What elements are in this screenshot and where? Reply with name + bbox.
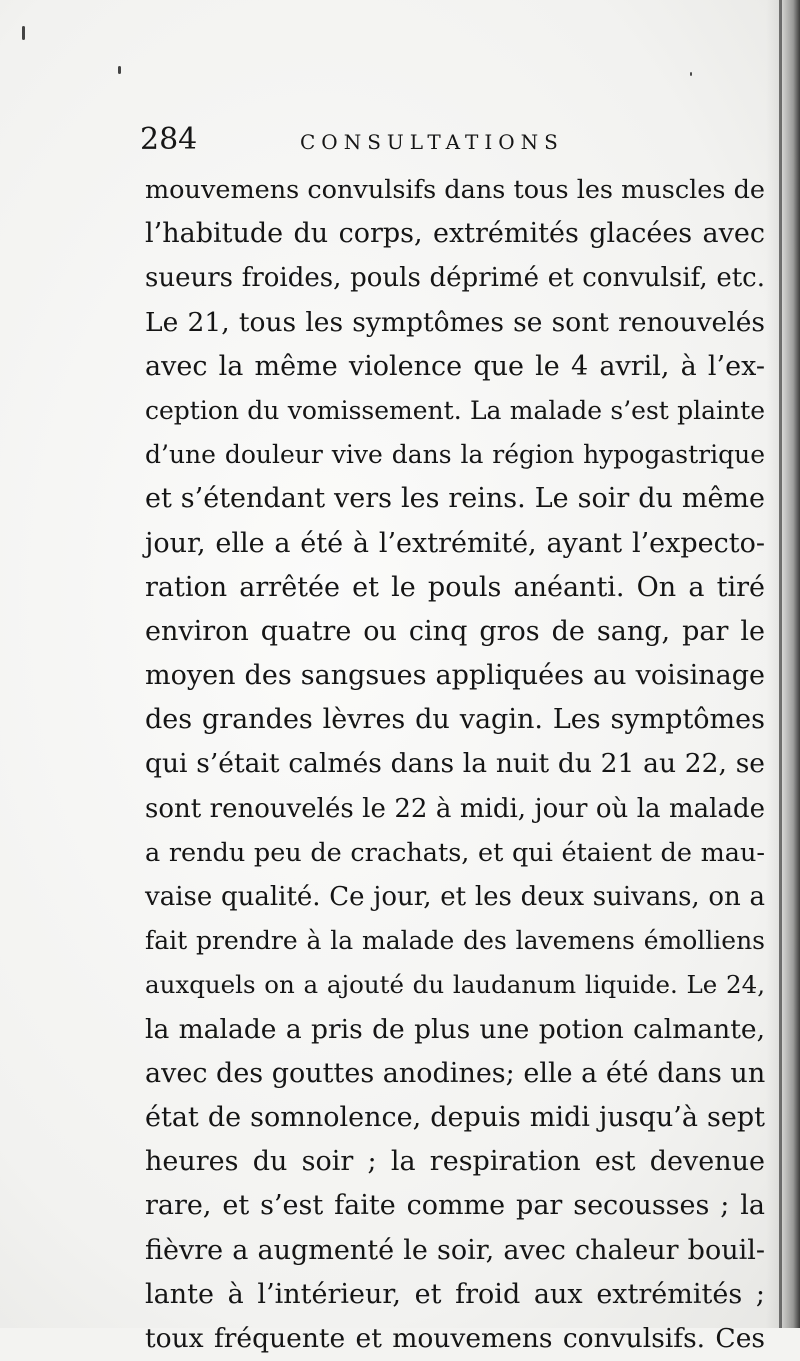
page-number: 284 (140, 122, 198, 157)
text-line: fait prendre à la malade des lavemens émolliens (145, 926, 765, 956)
speck (118, 66, 121, 74)
text-line: moyen des sangsues appliquées au voisinage (145, 660, 765, 692)
text-line: qui s’était calmés dans la nuit du 21 au 22, se (145, 748, 765, 780)
text-line: avec la même violence que le 4 avril, à l’ex- (145, 350, 765, 382)
text-line: ration arrêtée et le pouls anéanti. On a tiré (145, 571, 765, 603)
text-line: et s’étendant vers les reins. Le soir du même (145, 483, 765, 515)
text-line: mouvemens convulsifs dans tous les muscles de (145, 175, 765, 205)
text-line: environ quatre ou cinq gros de sang, par le (145, 615, 765, 647)
text-line: toux fréquente et mouvemens convulsifs. Ces (145, 1322, 765, 1354)
body-text (145, 168, 765, 1361)
text-line: avec des gouttes anodines; elle a été dans un (145, 1057, 766, 1089)
text-line: vaise qualité. Ce jour, et les deux suivans, on a (145, 882, 765, 912)
text-line: heures du soir ; la respiration est devenue (145, 1146, 765, 1178)
speck (22, 26, 25, 40)
text-line: état de somnolence, depuis midi jusqu’à sept (145, 1101, 765, 1133)
text-line: rare, et s’est faite comme par secousses ; la (145, 1190, 765, 1222)
page-header (140, 118, 740, 162)
text-line: auxquels on a ajouté du laudanum liquide. Le 24, (145, 970, 765, 1000)
text-line: sueurs froides, pouls déprimé et convulsif, etc. (145, 263, 765, 294)
text-line: l’habitude du corps, extrémités glacées avec (145, 218, 765, 250)
text-line: des grandes lèvres du vagin. Les symptômes (145, 704, 765, 736)
text-line: la malade a pris de plus une potion calmante, (145, 1013, 765, 1045)
text-line: ception du vomissement. La malade s’est plainte (145, 395, 765, 425)
page-edge-shadow (766, 0, 800, 1328)
text-line: jour, elle a été à l’extrémité, ayant l’expecto- (145, 527, 765, 559)
speck (690, 72, 692, 76)
text-line: Le 21, tous les symptômes se sont renouvelés (145, 306, 765, 338)
text-line: fièvre a augmenté le soir, avec chaleur bouil- (145, 1234, 765, 1266)
running-head: CONSULTATIONS (300, 130, 564, 154)
page-binding-edge (779, 0, 782, 1328)
text-line: sont renouvelés le 22 à midi, jour où la malade (145, 793, 765, 824)
text-line: a rendu peu de crachats, et qui étaient de mau- (145, 837, 765, 868)
text-line: lante à l’intérieur, et froid aux extrémités ; (145, 1278, 765, 1310)
text-line: d’une douleur vive dans la région hypogastrique (145, 440, 765, 470)
